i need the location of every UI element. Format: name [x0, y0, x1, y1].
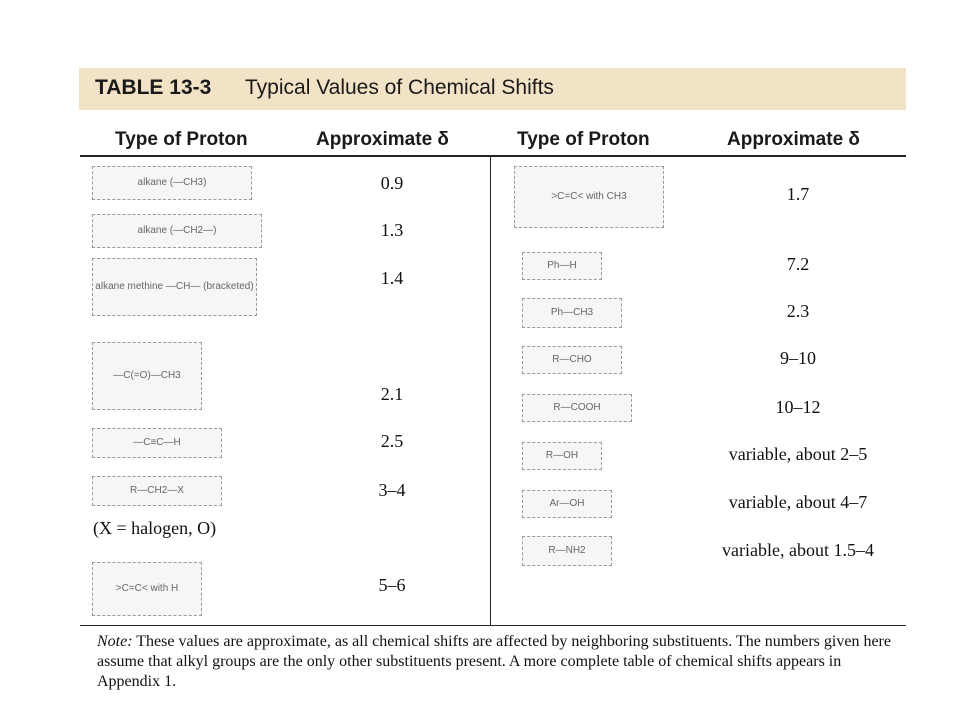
structure-right-8: R—NH2 [522, 536, 612, 566]
value-left-4: 2.1 [380, 384, 404, 404]
center-divider [490, 156, 491, 626]
column-header-approx-right: Approximate δ [727, 129, 860, 150]
table-footnote [97, 632, 897, 692]
structure-left-4: —C(=O)—CH3 [92, 342, 202, 410]
column-header-type-right: Type of Proton [517, 129, 650, 150]
value-left-7: 5–6 [378, 575, 406, 595]
value-right-6: variable, about 2–5 [728, 444, 868, 464]
value-right-5: 10–12 [775, 397, 821, 417]
value-right-3: 2.3 [786, 301, 810, 321]
structure-right-6: R—OH [522, 442, 602, 470]
value-right-7: variable, about 4–7 [728, 492, 868, 512]
table-title: Typical Values of Chemical Shifts [245, 76, 554, 99]
structure-right-7: Ar—OH [522, 490, 612, 518]
structure-right-5: R—COOH [522, 394, 632, 422]
structure-left-1: alkane (—CH3) [92, 166, 252, 200]
value-left-2: 1.3 [380, 220, 404, 240]
table-number: TABLE 13-3 [95, 76, 212, 99]
value-left-6: 3–4 [378, 480, 406, 500]
column-header-approx-left: Approximate δ [316, 129, 449, 150]
structure-left-5: —C≡C—H [92, 428, 222, 458]
structure-right-1: >C=C< with CH3 [514, 166, 664, 228]
left-note: (X = halogen, O) [93, 518, 217, 538]
structure-left-3: alkane methine —CH— (bracketed) [92, 258, 257, 316]
structure-left-2: alkane (—CH2—) [92, 214, 262, 248]
note-text: These values are approximate, as all chemical shifts are affected by neighboring substituents. The numbers given here assume that alkyl groups are the only other substituents present. A more complete table of chemical shifts appears in Appendix 1. [97, 633, 891, 690]
structure-right-2: Ph—H [522, 252, 602, 280]
footer-rule [80, 625, 906, 626]
value-right-8: variable, about 1.5–4 [722, 540, 874, 560]
structure-right-3: Ph—CH3 [522, 298, 622, 328]
value-left-5: 2.5 [380, 431, 404, 451]
value-right-4: 9–10 [780, 348, 816, 368]
value-left-1: 0.9 [380, 173, 404, 193]
structure-right-4: R—CHO [522, 346, 622, 374]
value-left-3: 1.4 [380, 268, 404, 288]
value-right-1: 1.7 [786, 184, 810, 204]
note-label: Note: [97, 633, 133, 650]
structure-left-6: R—CH2—X [92, 476, 222, 506]
column-header-type-left: Type of Proton [115, 129, 248, 150]
structure-left-7: >C=C< with H [92, 562, 202, 616]
value-right-2: 7.2 [786, 254, 810, 274]
header-rule [80, 155, 906, 157]
